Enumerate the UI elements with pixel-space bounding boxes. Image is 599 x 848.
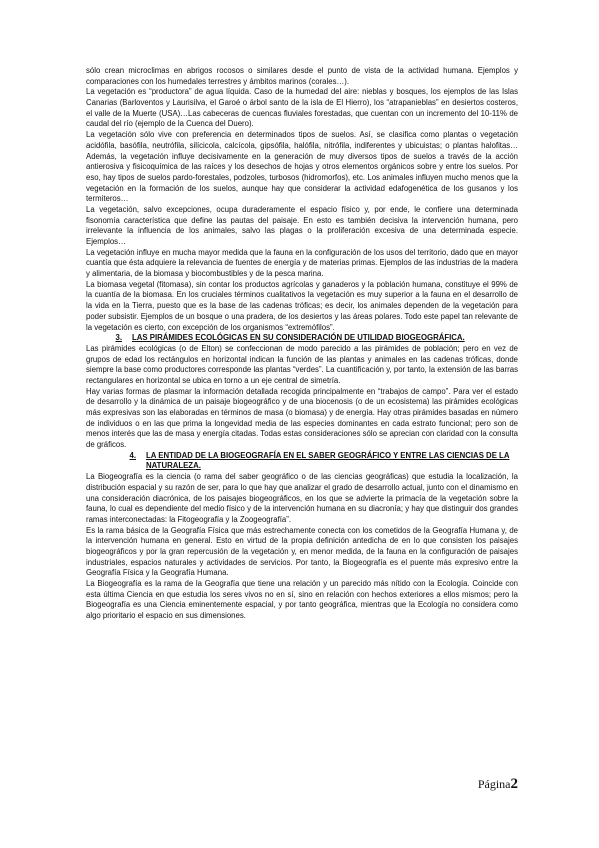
paragraph: La vegetación sólo vive con preferencia en determinados tipos de suelos. Así, se clasifica como plantas o vegetación acidófila, basófila, neutrófila, silícicola, calcícola, gipsófila, halófila, nitrófila, indiferentes y ubicuistas; o plantas halofitas…Además, la vegetación influye decisivamente en la generación de muy diversos tipos de suelos a través de la acción antierosiva y fisicoquímica de las raíces y los desechos de hojas y otros elementos orgánicos sobre y entre los suelos. Por eso, hay tipos de suelos pardo-forestales, podzoles, turbosos (hidromorfos), etc. Los animales influyen mucho menos que la vegetación en la formación de los suelos, aunque hay que considerar la actividad edafogenética de los gusanos y los termiteros… xyxy=(86,130,518,204)
paragraph: Hay varias formas de plasmar la información detallada recogida principalmente en “trabajos de campo”. Para ver el estado de desarrollo y la dinámica de un paisaje biogeográfico y de una biocenosis (o de un ecosistema) las pirámides ecológicas más expresivas son las elaboradas en términos de masa (o biomasa) y de energía. Hay otras pirámides basadas en número de individuos o en las que prima la longevidad media de las especies dominantes en cada estrato funcional; pero son de menos interés que las de masa y energía citadas. Todas estas consideraciones sólo se aprecian con claridad con la consulta de gráficos. xyxy=(86,386,518,450)
paragraph: La vegetación influye en mucha mayor medida que la fauna en la configuración de los usos del territorio, dado que en mayor cuantía que ésta adquiere la relevancia de fuentes de energía y de materias primas. Ejemplos de las industrias de la madera y alimentaria, de la biomasa y biocombustibles y de la pesca marina. xyxy=(86,247,518,279)
section-heading-4 xyxy=(86,451,518,472)
paragraph: La vegetación, salvo excepciones, ocupa duraderamente el espacio físico y, por ende, le confiere una determinada fisonomía característica que define las pautas del paisaje. En esto es también decisiva la intervención humana, pero irrelevante la influencia de los animales, salvo las plagas o la proliferación excesiva de una determinada especie. Ejemplos… xyxy=(86,204,518,246)
section-title: LAS PIRÁMIDES ECOLÓGICAS EN SU CONSIDERACIÓN DE UTILIDAD BIOGEOGRÁFICA. xyxy=(132,333,465,343)
section-title: LA ENTIDAD DE LA BIOGEOGRAFÍA EN EL SABER GEOGRÁFICO Y ENTRE LAS CIENCIAS DE LA NATURALEZA. xyxy=(146,450,510,471)
paragraph: La vegetación es “productora” de agua líquida. Caso de la humedad del aire: nieblas y bosques, los ejemplos de las Islas Canarias (Barloventos y Laurisilva, el Garoé o árbol santo de la isla de El Hierro), los “atrapanieblas” en desiertos costeros, el valle de la Muerte (USA)…Las cabeceras de cuencas fluviales forestadas, que cuentan con un incremento del 10-11% de caudal del río (ejemplo de la Cuenca del Duero). xyxy=(86,87,518,129)
paragraph: La Biogeografía es la ciencia (o rama del saber geográfico o de las ciencias geográficas) que estudia la localización, la distribución espacial y su razón de ser, para lo que hay que analizar el grado de desarrollo actual, junto con el dinamismo en una consideración diacrónica, de los paisajes biogeográficos, en los que se advierte la primacía de la vegetación sobre la fauna, lo cual es dependiente del medio físico y de la intervención humana en su diacronía; y hay que distinguir dos grandes ramas interconectadas: la Fitogeografía y la Zoogeografía”. xyxy=(86,472,518,524)
page-footer xyxy=(462,776,518,793)
section-number: 4. xyxy=(129,450,136,460)
paragraph: Es la rama básica de la Geografía Física que más estrechamente conecta con los cometidos de la Geografía Humana y, de la intervención humana en general. Esto en virtud de la propia definición antedicha de en lo que consisten los paisajes biogeográficos y por la gran repercusión de la vegetación y, en menor medida, de la fauna en la configuración de paisajes industriales, espacios naturales y actividades de servicios. Por tanto, la Biogeografía es el puente más expresivo entre la Geografía Física y la Geografía Humana. xyxy=(86,525,518,578)
section-number: 3. xyxy=(115,333,122,343)
paragraph: La Biogeografía es la rama de la Geografía que tiene una relación y un parecido más nítido con la Ecología. Coincide con esta última Ciencia en que estudia los seres vivos no en sí, sino en relación con hechos exteriores a ellos mismos; pero la Biogeografía es una Ciencia eminentemente espacial, y por tanto geográfica, mientras que la Ecología no considera como algo prioritario el espacio en sus dimensiones. xyxy=(86,579,518,621)
paragraph: La biomasa vegetal (fitomasa), sin contar los productos agrícolas y ganaderos y la población humana, constituye el 99% de la cuantía de la biomasa. En los cruciales términos cualitativos la vegetación es muy superior a la fauna en el desarrollo de la vida en la Tierra, puesto que es la base de las cadenas tróficas; es decir, los animales dependen de la vegetación para poder subsistir. Ejemplos de un bosque o una pradera, de los desiertos y las áreas polares. Todo este papel tan relevante de la vegetación es cierto, con excepción de los organismos “extremófilos”. xyxy=(86,279,518,332)
paragraph: Las pirámides ecológicas (o de Elton) se confeccionan de modo parecido a las pirámides de población; pero en vez de grupos de edad los rectángulos en horizontal indican la función de las plantas y animales en las cadenas tróficas, donde siempre la base como productores corresponde las plantas “verdes”. La cuantificación y, por tanto, la extensión de las barras rectangulares en horizontal se ubica en torno a un eje central de simetría. xyxy=(86,343,518,385)
paragraph: sólo crean microclimas en abrigos rocosos o similares desde el punto de vista de la actividad humana. Ejemplos y comparaciones con los humedales terrestres y ámbitos marinos (corales…). xyxy=(86,66,518,86)
page-number: 2 xyxy=(510,776,518,792)
document-page xyxy=(86,66,518,622)
page-label: Página xyxy=(477,777,511,791)
section-heading-3 xyxy=(86,333,518,344)
